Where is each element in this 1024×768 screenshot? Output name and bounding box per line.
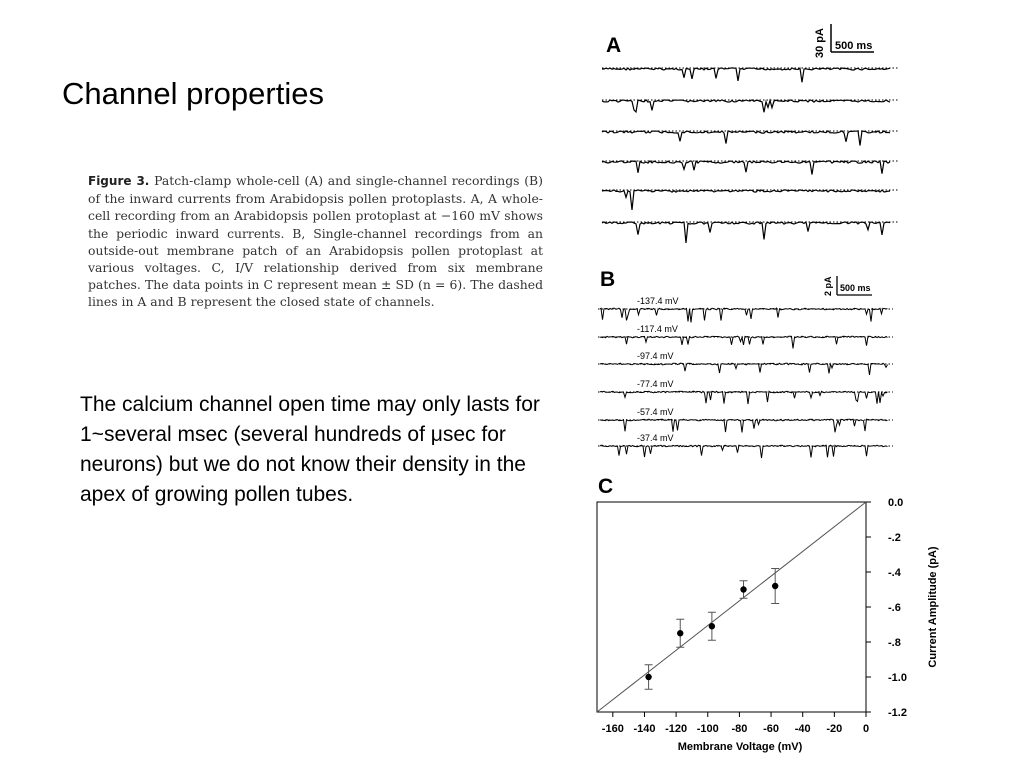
single-channel-trace — [600, 391, 888, 404]
panel-b-scale-y-label: 2 pA — [823, 276, 833, 296]
data-point — [677, 630, 683, 636]
single-channel-trace — [600, 336, 888, 348]
body-text: The calcium channel open time may only lasts for 1~several msec (several hundreds of μsec for neurons) but we do not know their density in the apex of growing pollen tubes. — [80, 393, 540, 506]
x-tick-label: -20 — [826, 723, 843, 735]
single-channel-trace — [600, 445, 888, 458]
single-channel-trace — [600, 363, 888, 375]
voltage-label: -97.4 mV — [637, 351, 674, 361]
y-tick-label: -1.2 — [888, 707, 907, 719]
voltage-label: -77.4 mV — [637, 379, 674, 389]
y-tick-label: -.6 — [888, 602, 901, 614]
x-axis-label: Membrane Voltage (mV) — [677, 741, 803, 753]
panel-a-scale-y-label: 30 pA — [814, 28, 826, 58]
current-trace — [602, 190, 890, 210]
voltage-label: -117.4 mV — [637, 324, 678, 334]
panel-a — [602, 24, 898, 243]
panel-b-label: B — [600, 268, 616, 291]
current-trace — [602, 161, 890, 175]
y-tick-label: -1.0 — [888, 672, 907, 684]
single-channel-trace — [600, 308, 888, 322]
x-tick-label: -160 — [601, 723, 624, 735]
panel-a-traces — [602, 68, 898, 243]
current-trace — [602, 131, 890, 146]
panel-a-scale-x-label: 500 ms — [835, 40, 873, 52]
x-tick-label: -60 — [763, 723, 780, 735]
y-tick-label: -.4 — [888, 567, 901, 579]
y-axis-label: Current Amplitude (pA) — [927, 546, 939, 668]
panel-b-traces — [598, 296, 893, 458]
figure-caption-text: Patch-clamp whole-cell (A) and single-channel recordings (B) of the inward currents from Arabidopsis pollen protoplasts. A, A whole-cell recording from an Arabidopsis pollen protoplast at −160 mV shows the periodic inward currents. B, Single-channel recordings from an outside-out membrane patch of an Arabidopsis pollen protoplast at various voltages. C, I/V relationship derived from six membrane patches. The data points in C represent mean ± SD (n = 6). The dashed lines in A and B represent the closed state of channels. — [88, 173, 543, 310]
current-trace — [602, 68, 890, 82]
y-tick-label: -.8 — [888, 637, 901, 649]
slide-title: Channel properties — [62, 76, 324, 111]
current-trace — [602, 222, 890, 243]
x-tick-label: -120 — [665, 723, 688, 735]
data-point — [645, 674, 651, 680]
y-tick-label: -.2 — [888, 532, 901, 544]
x-tick-label: -40 — [794, 723, 811, 735]
panel-a-label: A — [606, 34, 622, 57]
single-channel-trace — [600, 419, 888, 432]
iv-chart — [597, 497, 907, 735]
x-tick-label: -140 — [633, 723, 656, 735]
voltage-label: -137.4 mV — [637, 296, 679, 306]
y-tick-label: 0.0 — [888, 497, 904, 509]
panel-b — [598, 268, 893, 458]
voltage-label: -57.4 mV — [637, 407, 674, 417]
data-point — [740, 586, 746, 592]
panel-b-scale-x-label: 500 ms — [840, 283, 871, 293]
fit-line — [597, 502, 866, 712]
voltage-label: -37.4 mV — [637, 433, 674, 443]
x-tick-label: 0 — [862, 723, 870, 735]
x-tick-label: -100 — [696, 723, 719, 735]
figure-label: Figure 3. — [88, 174, 150, 188]
panel-c-label: C — [598, 475, 614, 498]
x-tick-label: -80 — [731, 723, 748, 735]
data-point — [772, 583, 778, 589]
current-trace — [602, 100, 890, 112]
data-point — [709, 623, 715, 629]
panel-c — [597, 475, 939, 753]
